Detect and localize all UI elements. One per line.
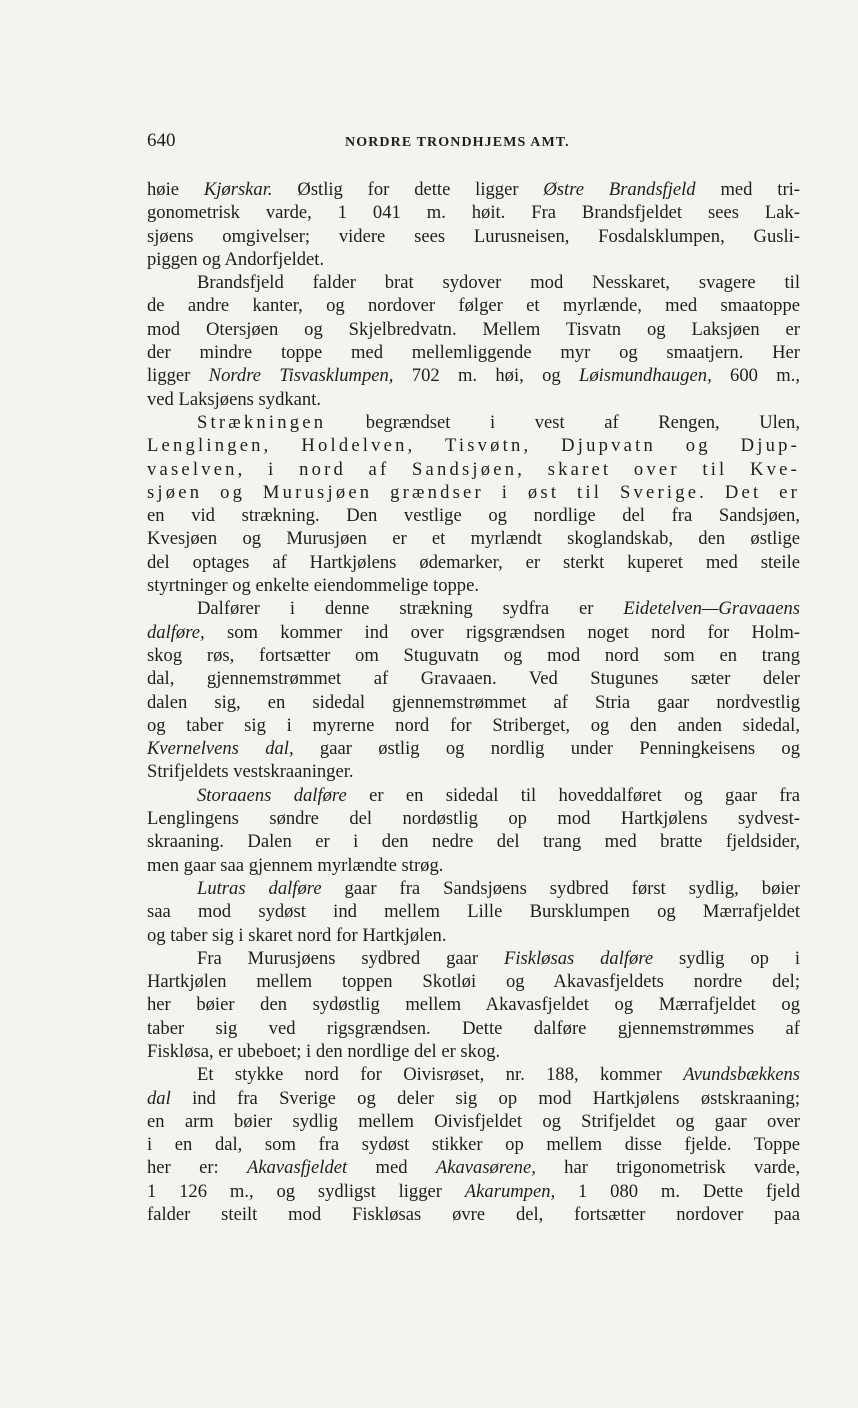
text-line	[147, 830, 800, 853]
text-segment: Fra Murusjøens sydbred gaar	[197, 947, 504, 969]
text-line	[147, 504, 800, 527]
text-segment: Et stykke nord for Oivisrøset, nr. 188, kommer	[197, 1064, 684, 1086]
text-line	[147, 1040, 800, 1063]
text-segment: en arm bøier sydlig mellem Oivisfjeldet og Strifjeldet og gaar over	[147, 1110, 800, 1132]
text-segment: vaselven, i nord af Sandsjøen, skaret over til Kve-	[147, 458, 800, 480]
text-line	[147, 854, 800, 877]
text-segment: med	[347, 1157, 436, 1179]
text-segment: sjøen og Murusjøen grændser i øst til Sverige. Det er	[147, 481, 800, 503]
text-line	[147, 481, 800, 504]
text-line	[147, 993, 800, 1016]
text-segment: dal, gjennemstrømmet af Gravaaen. Ved Stugunes sæter deler	[147, 668, 800, 690]
text-line	[147, 1087, 800, 1110]
italic-name: Akarumpen,	[464, 1180, 556, 1202]
italic-name: Kvernelvens dal,	[147, 738, 294, 760]
text-line	[147, 924, 800, 947]
text-line	[147, 341, 800, 364]
text-line	[147, 621, 800, 644]
text-segment: Østlig for dette ligger	[272, 179, 544, 200]
text-line	[147, 784, 800, 807]
text-segment: er en sidedal til hoveddalføret og gaar fra	[346, 784, 801, 806]
text-segment: Kvesjøen og Murusjøen er et myrlændt skoglandskab, den østlige	[147, 528, 800, 550]
italic-name: Akavasfjeldet	[247, 1157, 348, 1179]
text-line	[147, 411, 800, 434]
italic-name: Lutras dalføre	[197, 877, 322, 899]
body-text	[147, 178, 800, 1226]
page-number: 640	[147, 130, 176, 151]
text-line	[147, 364, 800, 387]
italic-name: Østre Brandsfjeld	[543, 179, 696, 200]
italic-name: Fiskløsas dalføre	[503, 947, 654, 969]
italic-name: Kjørskar.	[203, 179, 273, 200]
text-segment: sjøens omgivelser; videre sees Lurusneisen, Fosdalsklumpen, Gusli-	[147, 225, 800, 247]
text-segment: styrtninger og enkelte eiendommelige toppe.	[147, 575, 480, 597]
text-line	[147, 271, 800, 294]
text-segment: ind fra Sverige og deler sig op mod Hartkjølens østskraaning;	[170, 1087, 800, 1109]
italic-name: Løismundhaugen,	[578, 365, 712, 387]
text-line	[147, 527, 800, 550]
text-line	[147, 1203, 800, 1226]
text-segment: høie	[147, 179, 204, 200]
text-segment: der mindre toppe med mellemliggende myr og smaatjern. Her	[147, 342, 800, 364]
text-line	[147, 434, 800, 457]
italic-name: Akavasørene,	[435, 1157, 536, 1179]
text-segment: saa mod sydøst ind mellem Lille Bursklumpen og Mærrafjeldet	[147, 901, 800, 923]
text-line	[147, 178, 800, 201]
text-line	[147, 318, 800, 341]
text-segment: med tri-	[695, 179, 800, 200]
text-segment: her er:	[147, 1157, 248, 1179]
text-segment: og taber sig i myrerne nord for Striberget, og den anden sidedal,	[147, 714, 800, 736]
text-segment: Brandsfjeld falder brat sydover mod Nesskaret, svagere til	[197, 272, 800, 294]
text-segment: begrændset i vest af Rengen, Ulen,	[326, 411, 800, 433]
text-line	[147, 691, 800, 714]
italic-name: dal	[147, 1087, 171, 1109]
italic-name: Eidetelven—Gravaaens	[623, 598, 800, 620]
text-segment: gaar østlig og nordlig under Penningkeisens og	[293, 738, 800, 760]
text-segment: her bøier den sydøstlig mellem Akavasfjeldet og Mærrafjeldet og	[147, 994, 800, 1016]
text-line	[147, 551, 800, 574]
text-segment: men gaar saa gjennem myrlændte strøg.	[147, 854, 444, 876]
text-segment: Strækningen	[197, 411, 327, 433]
text-line	[147, 760, 800, 783]
italic-name: Storaaens dalføre	[197, 784, 347, 806]
text-segment: de andre kanter, og nordover følger et myrlænde, med smaatoppe	[147, 295, 800, 317]
text-line	[147, 900, 800, 923]
text-line	[147, 248, 800, 271]
text-segment: del optages af Hartkjølens ødemarker, er sterkt kuperet med steile	[147, 551, 800, 573]
text-segment: en vid strækning. Den vestlige og nordlige del fra Sandsjøen,	[147, 505, 800, 527]
text-segment: i en dal, som fra sydøst stikker op mellem disse fjelde. Toppe	[147, 1134, 800, 1156]
text-line	[147, 1017, 800, 1040]
text-segment: 600 m.,	[711, 365, 800, 387]
italic-name: Nordre Tisvasklumpen,	[208, 365, 394, 387]
text-segment: 702 m. høi, og	[393, 365, 579, 387]
text-line	[147, 667, 800, 690]
text-segment: sydlig op i	[653, 947, 801, 969]
text-line	[147, 1063, 800, 1086]
text-segment: Lenglingen, Holdelven, Tisvøtn, Djupvatn og Djup-	[147, 435, 800, 457]
text-line	[147, 714, 800, 737]
text-segment: 1 080 m. Dette fjeld	[555, 1180, 800, 1202]
text-segment: Strifjeldets vestskraaninger.	[147, 761, 354, 783]
text-segment: har trigonometrisk varde,	[535, 1157, 800, 1179]
text-segment: Lenglingens søndre del nordøstlig op mod Hartkjølens sydvest-	[147, 808, 800, 830]
page-header	[147, 130, 800, 158]
text-line	[147, 201, 800, 224]
text-line	[147, 1156, 800, 1179]
text-line	[147, 970, 800, 993]
text-line	[147, 1133, 800, 1156]
text-segment: falder steilt mod Fiskløsas øvre del, fortsætter nordover paa	[147, 1204, 800, 1226]
text-line	[147, 225, 800, 248]
text-segment: mod Otersjøen og Skjelbredvatn. Mellem Tisvatn og Laksjøen er	[147, 318, 800, 340]
text-line	[147, 807, 800, 830]
text-segment: og taber sig i skaret nord for Hartkjølen.	[147, 924, 447, 946]
text-segment: Hartkjølen mellem toppen Skotløi og Akavasfjeldets nordre del;	[147, 971, 800, 993]
text-segment: Fiskløsa, er ubeboet; i den nordlige del er skog.	[147, 1040, 501, 1062]
text-segment: skog røs, fortsætter om Stuguvatn og mod nord som en trang	[147, 644, 800, 666]
text-line	[147, 294, 800, 317]
text-line	[147, 597, 800, 620]
italic-name: Avundsbækkens	[683, 1064, 800, 1086]
text-line	[147, 388, 800, 411]
text-segment: ligger	[147, 365, 209, 387]
text-segment: dalen sig, en sidedal gjennemstrømmet af Stria gaar nordvestlig	[147, 691, 800, 713]
text-line	[147, 644, 800, 667]
text-segment: 1 126 m., og sydligst ligger	[147, 1180, 465, 1202]
text-segment: gaar fra Sandsjøens sydbred først sydlig, bøier	[321, 877, 800, 899]
text-segment: ved Laksjøens sydkant.	[147, 388, 322, 410]
text-line	[147, 947, 800, 970]
text-segment: piggen og Andorfjeldet.	[147, 248, 325, 270]
italic-name: dalføre,	[147, 621, 205, 643]
text-segment: Dalfører i denne strækning sydfra er	[197, 598, 624, 620]
running-title: NORDRE TRONDHJEMS AMT.	[345, 135, 570, 150]
text-segment: gonometrisk varde, 1 041 m. høit. Fra Brandsfjeldet sees Lak-	[147, 202, 800, 224]
text-line	[147, 1180, 800, 1203]
text-line	[147, 877, 800, 900]
text-segment: taber sig ved rigsgrændsen. Dette dalføre gjennemstrømmes af	[147, 1017, 800, 1039]
text-line	[147, 737, 800, 760]
text-line	[147, 458, 800, 481]
text-segment: skraaning. Dalen er i den nedre del trang med bratte fjeldsider,	[147, 831, 800, 853]
text-line	[147, 1110, 800, 1133]
text-segment: som kommer ind over rigsgrændsen noget nord for Holm-	[204, 621, 800, 643]
text-line	[147, 574, 800, 597]
